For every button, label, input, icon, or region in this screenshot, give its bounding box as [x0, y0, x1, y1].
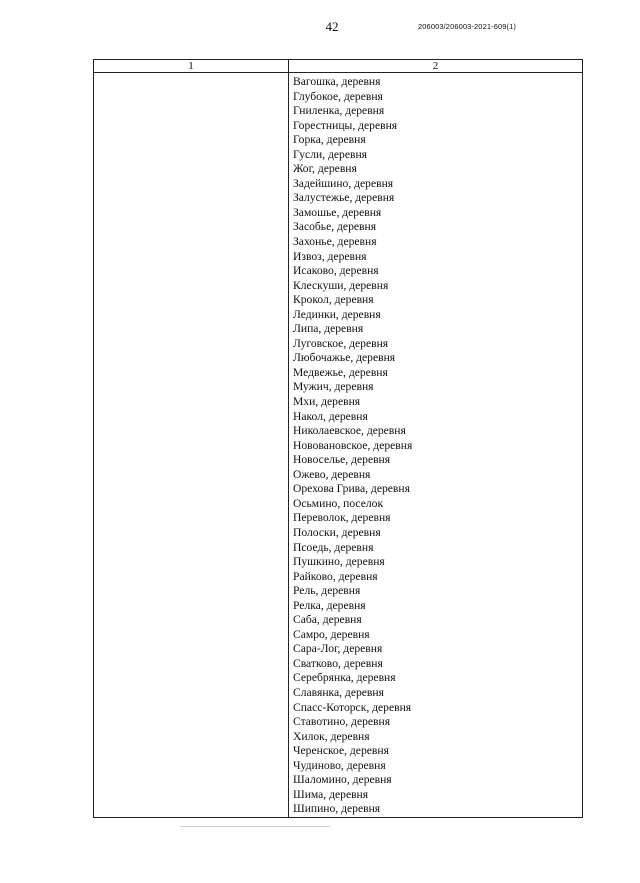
list-item: Липа, деревня [293, 322, 364, 336]
column-2-cell [289, 73, 583, 818]
list-item: Вагошка, деревня [293, 75, 381, 88]
list-item: Гусли, деревня [293, 147, 367, 161]
list-item: Замошье, деревня [293, 205, 382, 219]
list-item: Новоселье, деревня [293, 453, 391, 467]
list-item: Славянка, деревня [293, 685, 384, 699]
list-item: Клескуши, деревня [293, 278, 389, 292]
settlements-table [93, 59, 583, 818]
list-item: Медвежье, деревня [293, 365, 388, 379]
scan-artifact [180, 826, 330, 827]
list-item: Луговское, деревня [293, 336, 389, 350]
page-number: 42 [325, 19, 339, 34]
list-item: Захонье, деревня [293, 235, 377, 249]
list-item: Лединки, деревня [293, 307, 381, 321]
list-item: Глубокое, деревня [293, 89, 383, 103]
list-item: Любочажье, деревня [293, 351, 396, 365]
list-item: Залустежье, деревня [293, 191, 395, 205]
list-item: Нововановское, деревня [293, 438, 413, 452]
list-item: Горка, деревня [293, 133, 366, 147]
list-item: Самро, деревня [293, 627, 370, 641]
list-item: Осьмино, поселок [293, 496, 384, 510]
list-item: Серебрянка, деревня [293, 671, 396, 685]
list-item: Рель, деревня [293, 584, 361, 598]
table-header-row [94, 60, 583, 73]
list-item: Мхи, деревня [293, 395, 361, 409]
document-code: 206003/206003-2021-609(1) [418, 22, 516, 31]
list-item: Засобье, деревня [293, 220, 377, 234]
column-1-cell [94, 73, 289, 818]
list-item: Спасс-Которск, деревня [293, 700, 412, 714]
list-item: Шима, деревня [293, 787, 369, 801]
list-item: Извоз, деревня [293, 249, 367, 263]
list-item: Переволок, деревня [293, 511, 391, 525]
list-item: Николаевское, деревня [293, 424, 406, 438]
settlement-list [289, 73, 582, 817]
list-item: Сара-Лог, деревня [293, 642, 383, 656]
list-item: Жог, деревня [293, 162, 357, 176]
list-item: Горестницы, деревня [293, 118, 398, 132]
list-item: Ставотино, деревня [293, 715, 391, 729]
list-item: Чудиново, деревня [293, 758, 386, 772]
list-item: Гниленка, деревня [293, 104, 385, 118]
list-item: Ожево, деревня [293, 467, 371, 481]
list-item: Райково, деревня [293, 569, 378, 583]
list-item: Орехова Грива, деревня [293, 482, 410, 496]
column-header-2: 2 [289, 60, 583, 73]
list-item: Полоски, деревня [293, 525, 381, 539]
list-item: Хилок, деревня [293, 729, 370, 743]
list-item: Черенское, деревня [293, 744, 389, 758]
list-item: Шипино, деревня [293, 802, 381, 816]
list-item: Задейшино, деревня [293, 176, 394, 190]
column-header-1: 1 [94, 60, 289, 73]
list-item: Саба, деревня [293, 613, 362, 627]
list-item: Крокол, деревня [293, 293, 374, 307]
list-item: Сватково, деревня [293, 656, 383, 670]
list-item: Пушкино, деревня [293, 555, 385, 569]
list-item: Мужич, деревня [293, 380, 374, 394]
list-item: Шаломино, деревня [293, 773, 392, 787]
list-item: Псоедь, деревня [293, 540, 374, 554]
list-item: Накол, деревня [293, 409, 368, 423]
list-item: Релка, деревня [293, 598, 366, 612]
table-body-row [94, 73, 583, 818]
list-item: Исаково, деревня [293, 264, 379, 278]
